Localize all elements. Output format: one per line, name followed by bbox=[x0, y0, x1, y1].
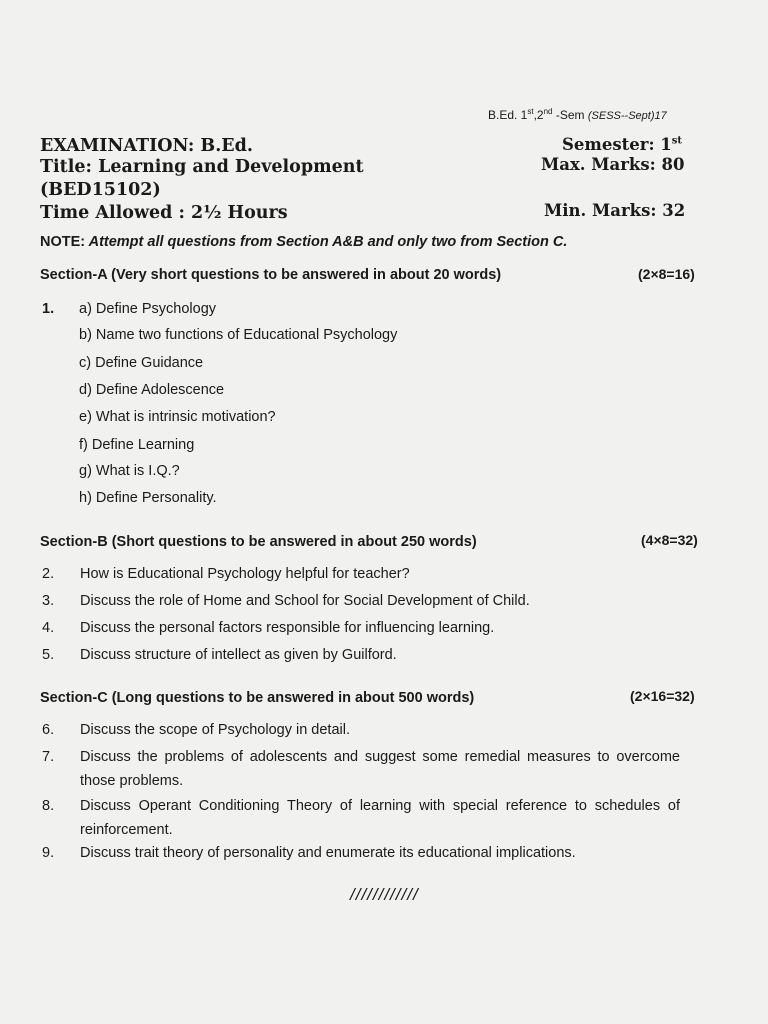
section-a-marks: (2×8=16) bbox=[638, 266, 695, 282]
max-marks: Max. Marks: 80 bbox=[541, 155, 685, 174]
section-b-marks: (4×8=32) bbox=[641, 532, 698, 548]
question-text: How is Educational Psychology helpful for teacher? bbox=[80, 566, 410, 582]
section-c-marks: (2×16=32) bbox=[630, 688, 695, 704]
question-number: 9. bbox=[42, 845, 55, 861]
question-number: 3. bbox=[42, 593, 55, 609]
paper-title: Title: Learning and Development bbox=[40, 157, 364, 177]
question-number: 7. bbox=[42, 749, 55, 765]
list-item: b) Name two functions of Educational Psychology bbox=[79, 327, 398, 343]
question-text: Discuss Operant Conditioning Theory of learning with special reference to schedules of reinforcement. bbox=[80, 798, 680, 838]
paper-code: (BED15102) bbox=[40, 180, 161, 200]
list-item: g) What is I.Q.? bbox=[79, 463, 180, 479]
question-number: 4. bbox=[42, 620, 55, 636]
list-item: f) Define Learning bbox=[79, 437, 195, 453]
question-text: Discuss the scope of Psychology in detail. bbox=[80, 722, 350, 738]
list-item: c) Define Guidance bbox=[79, 355, 204, 371]
time-allowed: Time Allowed : 2½ Hours bbox=[40, 203, 288, 223]
question-text: Discuss the problems of adolescents and suggest some remedial measures to overcome those problems. bbox=[80, 749, 680, 789]
question-text: Discuss structure of intellect as given by Guilford. bbox=[80, 647, 397, 663]
question-number: 1. bbox=[42, 301, 55, 317]
list-item: a) Define Psychology bbox=[79, 301, 217, 317]
question-number: 6. bbox=[42, 722, 55, 738]
question-number: 8. bbox=[42, 798, 55, 814]
question-number: 2. bbox=[42, 566, 55, 582]
question-text: Discuss trait theory of personality and enumerate its educational implications. bbox=[80, 845, 576, 861]
end-mark: //////////// bbox=[350, 885, 419, 904]
list-item: e) What is intrinsic motivation? bbox=[79, 409, 276, 425]
note: NOTE: Attempt all questions from Section A&B and only two from Section C. bbox=[40, 234, 568, 250]
min-marks: Min. Marks: 32 bbox=[544, 201, 686, 220]
question-text: Discuss the personal factors responsible for influencing learning. bbox=[80, 620, 495, 636]
list-item: h) Define Personality. bbox=[79, 490, 217, 506]
question-text: Discuss the role of Home and School for Social Development of Child. bbox=[80, 593, 530, 609]
semester: Semester: 1st bbox=[562, 135, 683, 154]
question-number: 5. bbox=[42, 647, 55, 663]
course-code-line: B.Ed. 1st,2nd -Sem (SESS--Sept)17 bbox=[488, 107, 667, 122]
list-item: d) Define Adolescence bbox=[79, 382, 225, 398]
section-b-heading: Section-B (Short questions to be answered in about 250 words) bbox=[40, 534, 477, 550]
section-c-heading: Section-C (Long questions to be answered in about 500 words) bbox=[40, 690, 475, 706]
section-a-heading: Section-A (Very short questions to be answered in about 20 words) bbox=[40, 267, 502, 283]
examination-heading: EXAMINATION: B.Ed. bbox=[40, 136, 253, 156]
